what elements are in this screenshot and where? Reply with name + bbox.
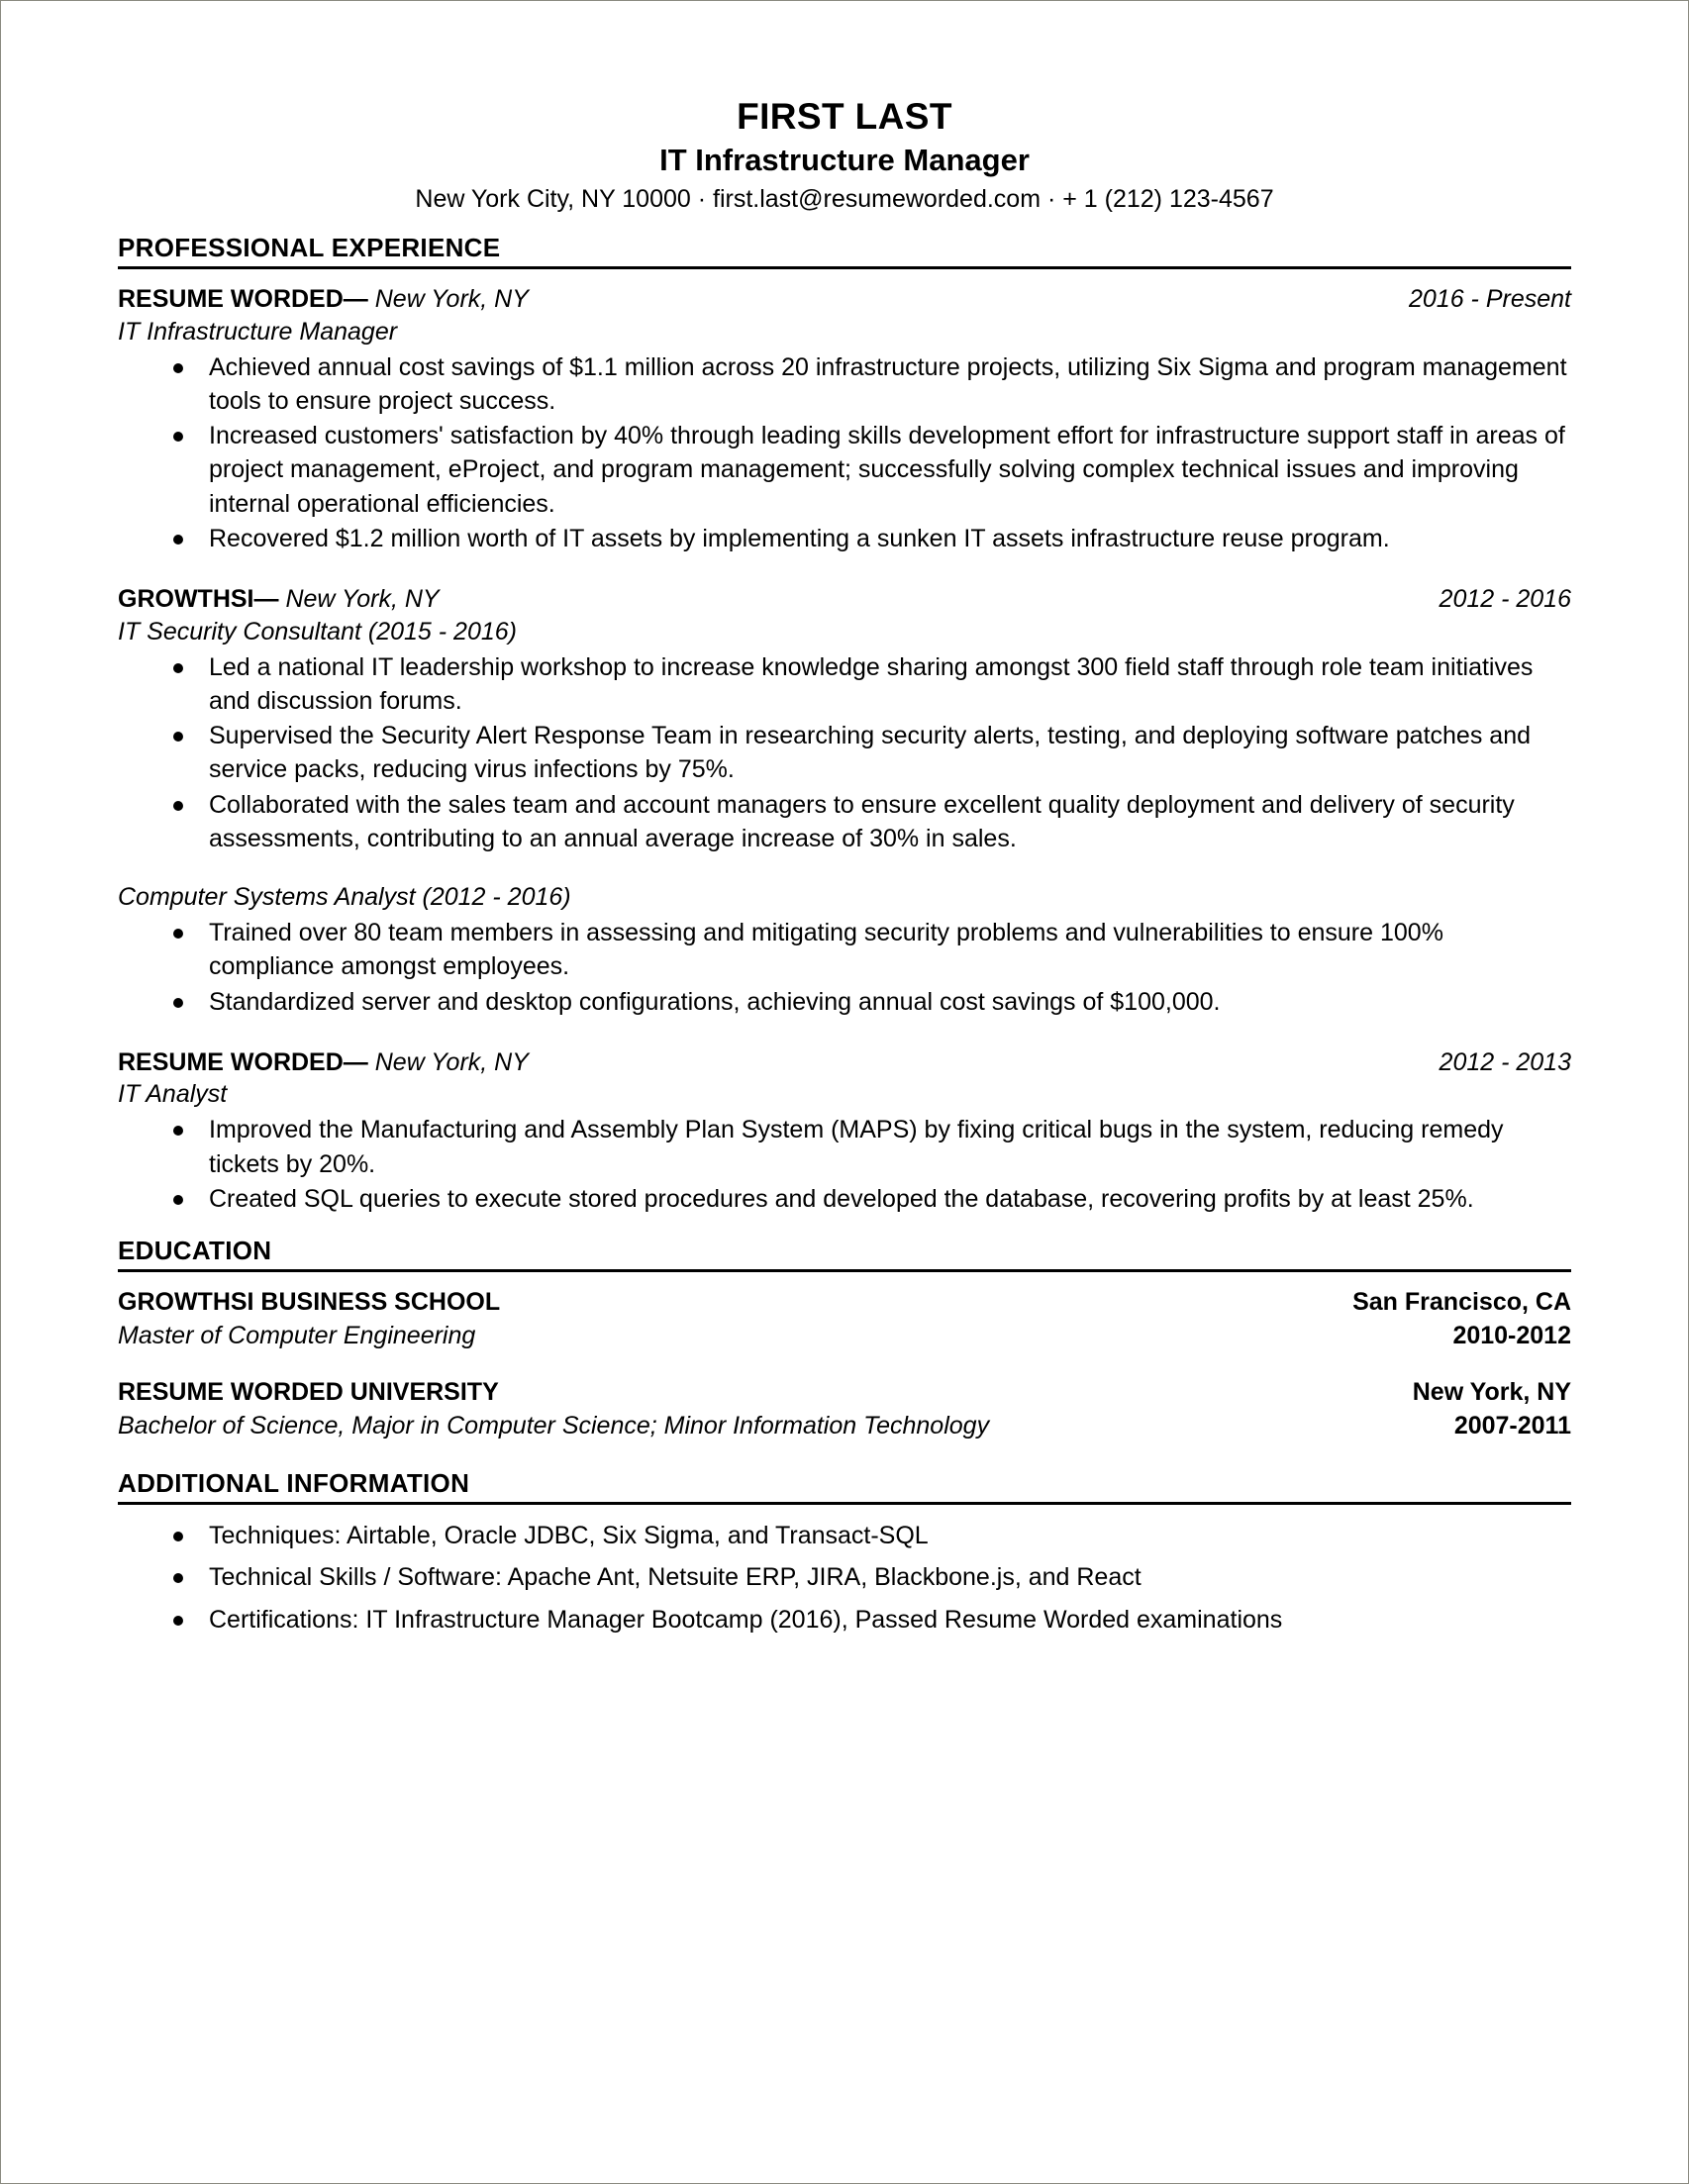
experience-entry-header [118, 1046, 1571, 1079]
section-title-education: EDUCATION [118, 1236, 1571, 1272]
company-name: RESUME WORDED [118, 285, 344, 314]
company-location: New York, NY [374, 285, 529, 314]
education-years: 2007-2011 [1453, 1411, 1571, 1439]
education-degree: Master of Computer Engineering [118, 1321, 476, 1349]
education-entry [118, 1286, 1571, 1352]
contact-line: New York City, NY 10000 · first.last@resumeworded.com · + 1 (212) 123-4567 [415, 184, 1274, 213]
experience-entry [118, 283, 1571, 555]
list-item: Standardized server and desktop configurations, achieving annual cost savings of $100,000. [165, 985, 1571, 1019]
company-name: RESUME WORDED [118, 1047, 344, 1076]
experience-entry [118, 1046, 1571, 1216]
education-entry [118, 1376, 1571, 1442]
section-title-experience: PROFESSIONAL EXPERIENCE [118, 233, 1571, 269]
experience-dates: 2016 - Present [1409, 285, 1571, 314]
experience-company-location [118, 283, 529, 316]
resume-header [118, 95, 1571, 215]
list-item: Certifications: IT Infrastructure Manager Bootcamp (2016), Passed Resume Worded examinations [165, 1603, 1571, 1637]
section-additional-information [118, 1468, 1571, 1637]
section-education [118, 1236, 1571, 1442]
company-location: New York, NY [285, 585, 440, 614]
education-entry-detail [118, 1320, 1571, 1353]
education-entry-detail [118, 1410, 1571, 1443]
education-entry-header [118, 1286, 1571, 1320]
experience-bullet-list [118, 350, 1571, 556]
experience-company-location [118, 583, 440, 616]
company-location: New York, NY [374, 1047, 529, 1076]
company-separator: — [343, 1047, 368, 1076]
experience-entry-header [118, 583, 1571, 616]
list-item: Recovered $1.2 million worth of IT assets by implementing a sunken IT assets infrastructure reuse program. [165, 522, 1571, 555]
list-item: Trained over 80 team members in assessing and mitigating security problems and vulnerabilities to ensure 100% compliance amongst employees. [165, 916, 1571, 984]
list-item: Led a national IT leadership workshop to increase knowledge sharing amongst 300 field staff through role team initiatives and discussion forums. [165, 650, 1571, 719]
candidate-name: FIRST LAST [737, 96, 952, 137]
additional-bullet-list [118, 1519, 1571, 1637]
section-professional-experience [118, 233, 1571, 1216]
experience-dates: 2012 - 2013 [1439, 1047, 1571, 1076]
experience-role: IT Security Consultant (2015 - 2016) [118, 617, 517, 645]
education-school: RESUME WORDED UNIVERSITY [118, 1378, 499, 1407]
experience-sub-bullet-list [118, 916, 1571, 1019]
list-item: Technical Skills / Software: Apache Ant, Netsuite ERP, JIRA, Blackbone.js, and React [165, 1560, 1571, 1594]
experience-entry-header [118, 283, 1571, 316]
company-separator: — [343, 285, 368, 314]
experience-dates: 2012 - 2016 [1439, 585, 1571, 614]
list-item: Collaborated with the sales team and account managers to ensure excellent quality deployment and delivery of security assessments, contributing to an annual average increase of 30% in sales. [165, 788, 1571, 856]
experience-company-location [118, 1046, 529, 1079]
experience-bullet-list [118, 1113, 1571, 1216]
list-item: Techniques: Airtable, Oracle JDBC, Six Sigma, and Transact-SQL [165, 1519, 1571, 1552]
company-separator: — [253, 585, 279, 614]
resume-content [1, 1, 1688, 1637]
experience-sub-role: Computer Systems Analyst (2012 - 2016) [118, 883, 571, 912]
experience-entry [118, 583, 1571, 1019]
company-name: GROWTHSI [118, 585, 254, 614]
candidate-job-title: IT Infrastructure Manager [659, 142, 1030, 177]
experience-role: IT Analyst [118, 1080, 228, 1109]
education-location: New York, NY [1412, 1378, 1571, 1407]
experience-bullet-list [118, 650, 1571, 856]
list-item: Created SQL queries to execute stored procedures and developed the database, recovering profits by at least 25%. [165, 1182, 1571, 1216]
education-entry-header [118, 1376, 1571, 1410]
experience-role: IT Infrastructure Manager [118, 317, 398, 346]
section-title-additional: ADDITIONAL INFORMATION [118, 1468, 1571, 1505]
list-item: Increased customers' satisfaction by 40% through leading skills development effort for infrastructure support staff in areas of project management, eProject, and program management; successfully solving complex technical issues and improving internal operational efficiencies. [165, 419, 1571, 521]
list-item: Achieved annual cost savings of $1.1 million across 20 infrastructure projects, utilizing Six Sigma and program management tools to ensure project success. [165, 350, 1571, 419]
education-location: San Francisco, CA [1352, 1288, 1571, 1317]
education-years: 2010-2012 [1452, 1321, 1571, 1349]
education-school: GROWTHSI BUSINESS SCHOOL [118, 1288, 501, 1317]
list-item: Supervised the Security Alert Response Team in researching security alerts, testing, and deploying software patches and service packs, reducing virus infections by 75%. [165, 719, 1571, 787]
list-item: Improved the Manufacturing and Assembly Plan System (MAPS) by fixing critical bugs in the system, reducing remedy tickets by 20%. [165, 1113, 1571, 1181]
education-degree: Bachelor of Science, Major in Computer Science; Minor Information Technology [118, 1411, 990, 1439]
